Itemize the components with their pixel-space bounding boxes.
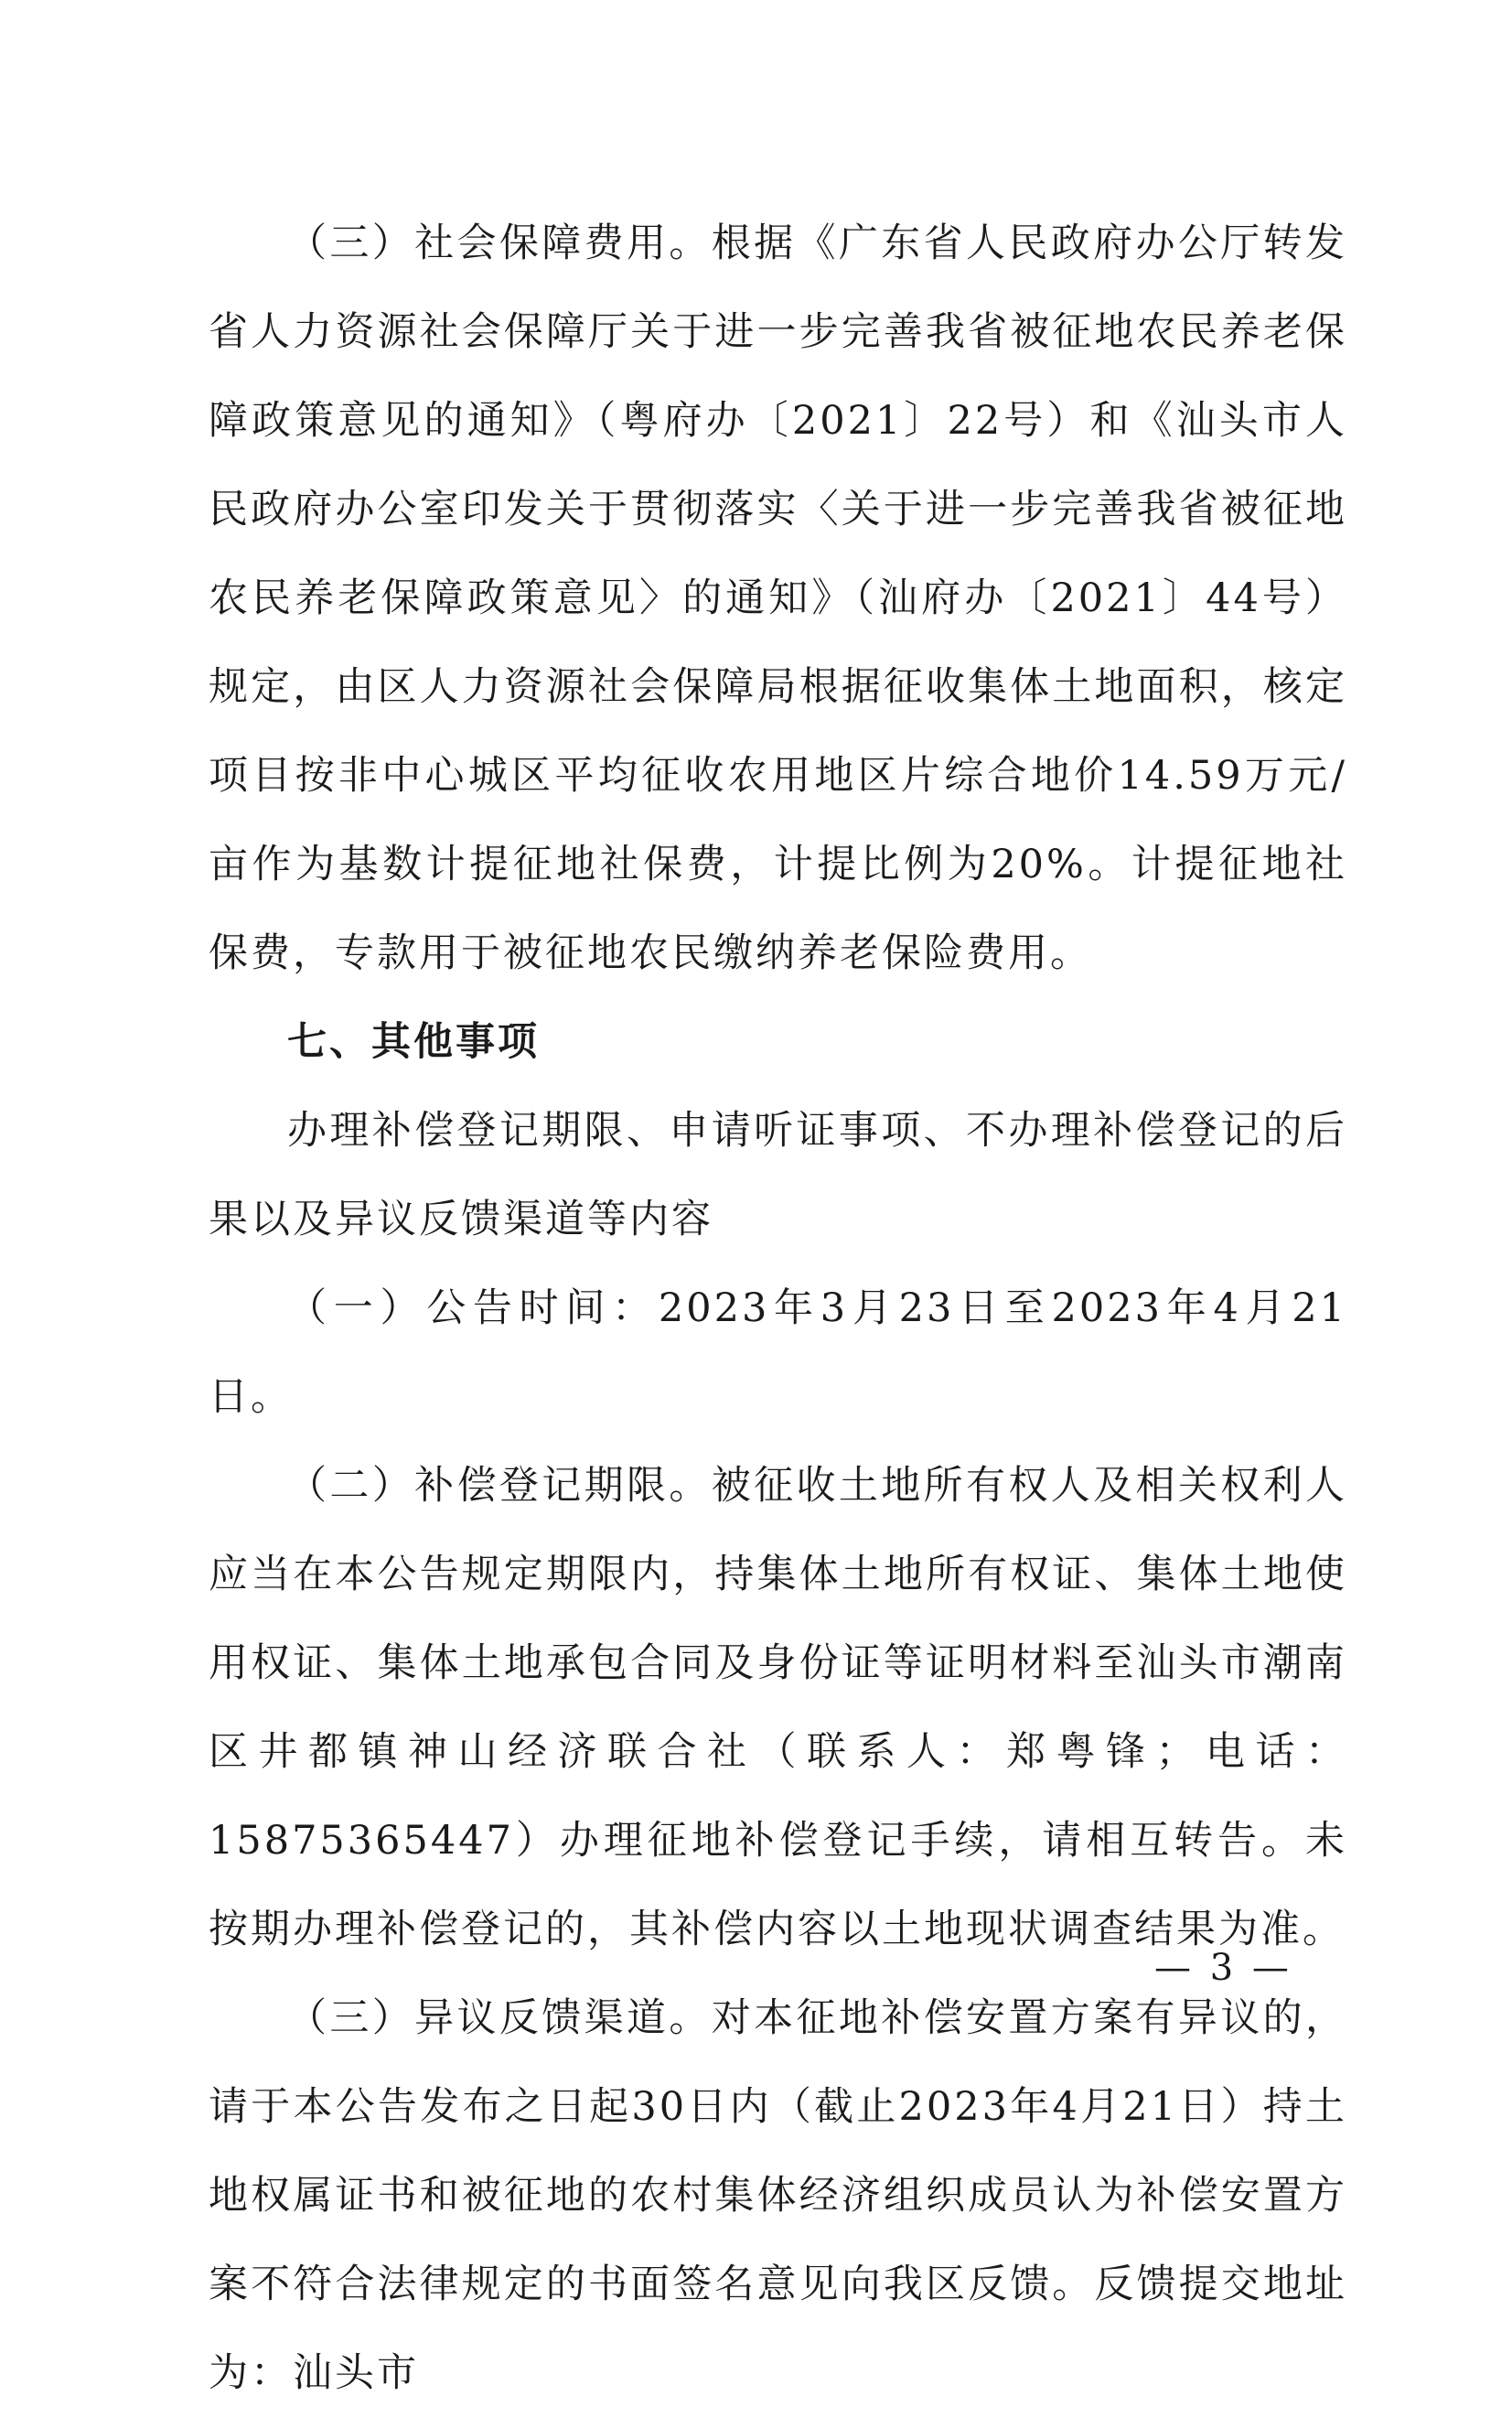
paragraph-intro: 办理补偿登记期限、申请听证事项、不办理补偿登记的后果以及异议反馈渠道等内容: [209, 1108, 1347, 1242]
section-heading-other-matters: 七、其他事项: [287, 1019, 540, 1065]
paragraph-registration-deadline: （二）补偿登记期限。被征收土地所有权人及相关权利人应当在本公告规定期限内，持集体土地所有权证、集体土地使用权证、集体土地承包合同及身份证等证明材料至汕头市潮南区井都镇神山经济联合社（联系人：郑粤锋；电话：15875365447）办理征地补偿登记手续，请相互转告。未按期办理补偿登记的，其补偿内容以土地现状调查结果为准。: [209, 1463, 1347, 1952]
paragraph-announcement-period: （一）公告时间：2023年3月23日至2023年4月21日。: [209, 1285, 1347, 1420]
page-number: — 3 —: [1154, 1947, 1292, 1989]
document-body: [209, 199, 1347, 2418]
paragraph-social-security: （三）社会保障费用。根据《广东省人民政府办公厅转发省人力资源社会保障厅关于进一步完善我省被征地农民养老保障政策意见的通知》（粤府办〔2021〕22号）和《汕头市人民政府办公室印发关于贯彻落实〈关于进一步完善我省被征地农民养老保障政策意见〉的通知》（汕府办〔2021〕44号）规定，由区人力资源社会保障局根据征收集体土地面积，核定项目按非中心城区平均征收农用地区片综合地价14.59万元/亩作为基数计提征地社保费，计提比例为20%。计提征地社保费，专款用于被征地农民缴纳养老保险费用。: [209, 220, 1347, 976]
paragraph-objection-channel: （三）异议反馈渠道。对本征地补偿安置方案有异议的，请于本公告发布之日起30日内（截止2023年4月21日）持土地权属证书和被征地的农村集体经济组织成员认为补偿安置方案不符合法律规定的书面签名意见向我区反馈。反馈提交地址为：汕头市: [209, 1995, 1347, 2396]
